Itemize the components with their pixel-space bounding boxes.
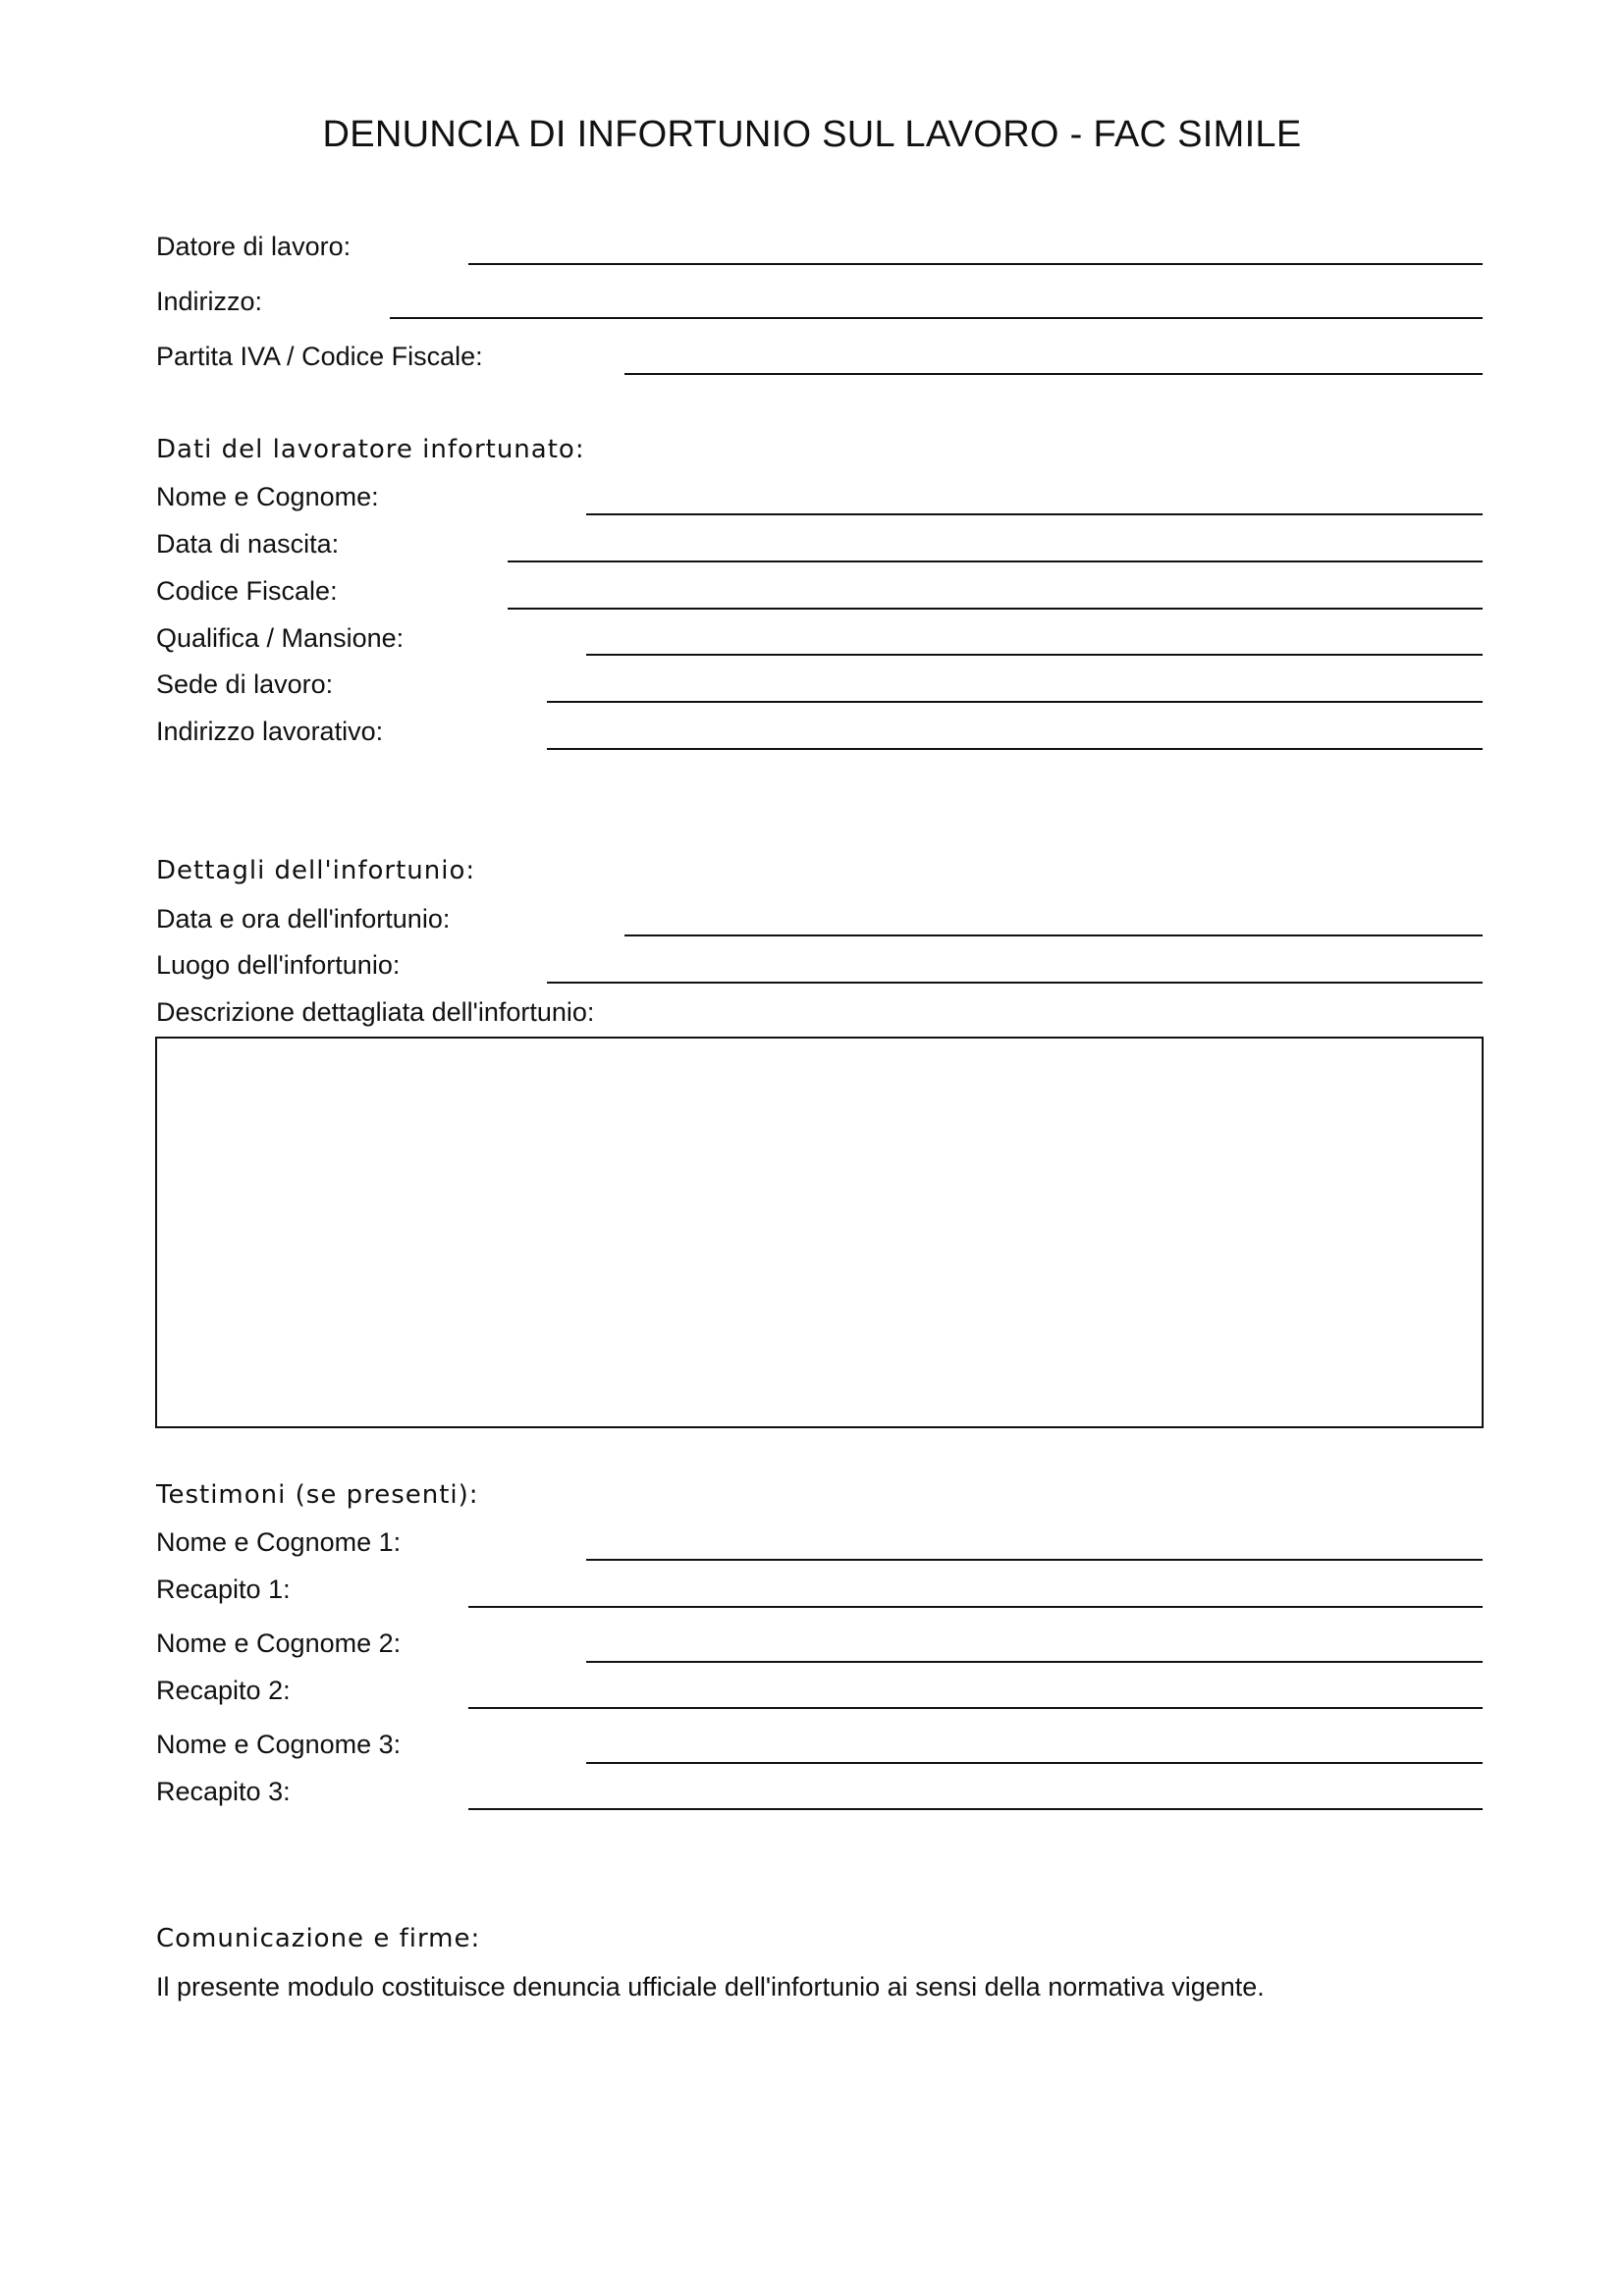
employer-label: Datore di lavoro: [156,232,352,261]
employer-field[interactable] [468,263,1483,265]
witness-contact-label: Recapito 1: [156,1575,291,1604]
job-title-label: Qualifica / Mansione: [156,623,405,653]
document-title: DENUNCIA DI INFORTUNIO SUL LAVORO - FAC SIMILE [322,114,1302,155]
witness-contact-label: Recapito 2: [156,1676,291,1705]
birth-date-label: Data di nascita: [156,529,340,559]
witness-contact-label: Recapito 3: [156,1777,291,1806]
witness-contact-field[interactable] [468,1606,1483,1608]
accident-datetime-label: Data e ora dell'infortunio: [156,904,451,934]
witness-name-field[interactable] [586,1559,1483,1561]
accident-datetime-field[interactable] [624,934,1483,936]
vat-label: Partita IVA / Codice Fiscale: [156,342,483,371]
worker-name-field[interactable] [586,513,1483,515]
tax-code-field[interactable] [508,608,1483,610]
witness-contact-field[interactable] [468,1808,1483,1810]
work-address-field[interactable] [547,748,1483,750]
witness-name-label: Nome e Cognome 1: [156,1527,402,1557]
tax-code-label: Codice Fiscale: [156,576,338,606]
accident-place-label: Luogo dell'infortunio: [156,950,401,980]
signatures-section-heading: Comunicazione e firme: [156,1924,481,1953]
accident-description-label: Descrizione dettagliata dell'infortunio: [156,997,595,1027]
employer-address-label: Indirizzo: [156,287,263,316]
job-title-field[interactable] [586,654,1483,656]
workplace-label: Sede di lavoro: [156,669,334,699]
witness-name-field[interactable] [586,1661,1483,1663]
accident-place-field[interactable] [547,982,1483,984]
birth-date-field[interactable] [508,561,1483,562]
witness-name-field[interactable] [586,1762,1483,1764]
workplace-field[interactable] [547,701,1483,703]
employer-address-field[interactable] [390,317,1483,319]
worker-name-label: Nome e Cognome: [156,482,379,511]
witness-name-label: Nome e Cognome 3: [156,1730,402,1759]
witness-name-label: Nome e Cognome 2: [156,1629,402,1658]
worker-section-heading: Dati del lavoratore infortunato: [156,435,585,464]
work-address-label: Indirizzo lavorativo: [156,717,384,746]
witness-contact-field[interactable] [468,1707,1483,1709]
witnesses-section-heading: Testimoni (se presenti): [156,1480,479,1510]
vat-field[interactable] [624,373,1483,375]
legal-statement: Il presente modulo costituisce denuncia ufficiale dell'infortunio ai sensi della normativa vigente. [156,1972,1265,2002]
accident-description-box[interactable] [155,1037,1484,1428]
accident-section-heading: Dettagli dell'infortunio: [156,856,476,885]
